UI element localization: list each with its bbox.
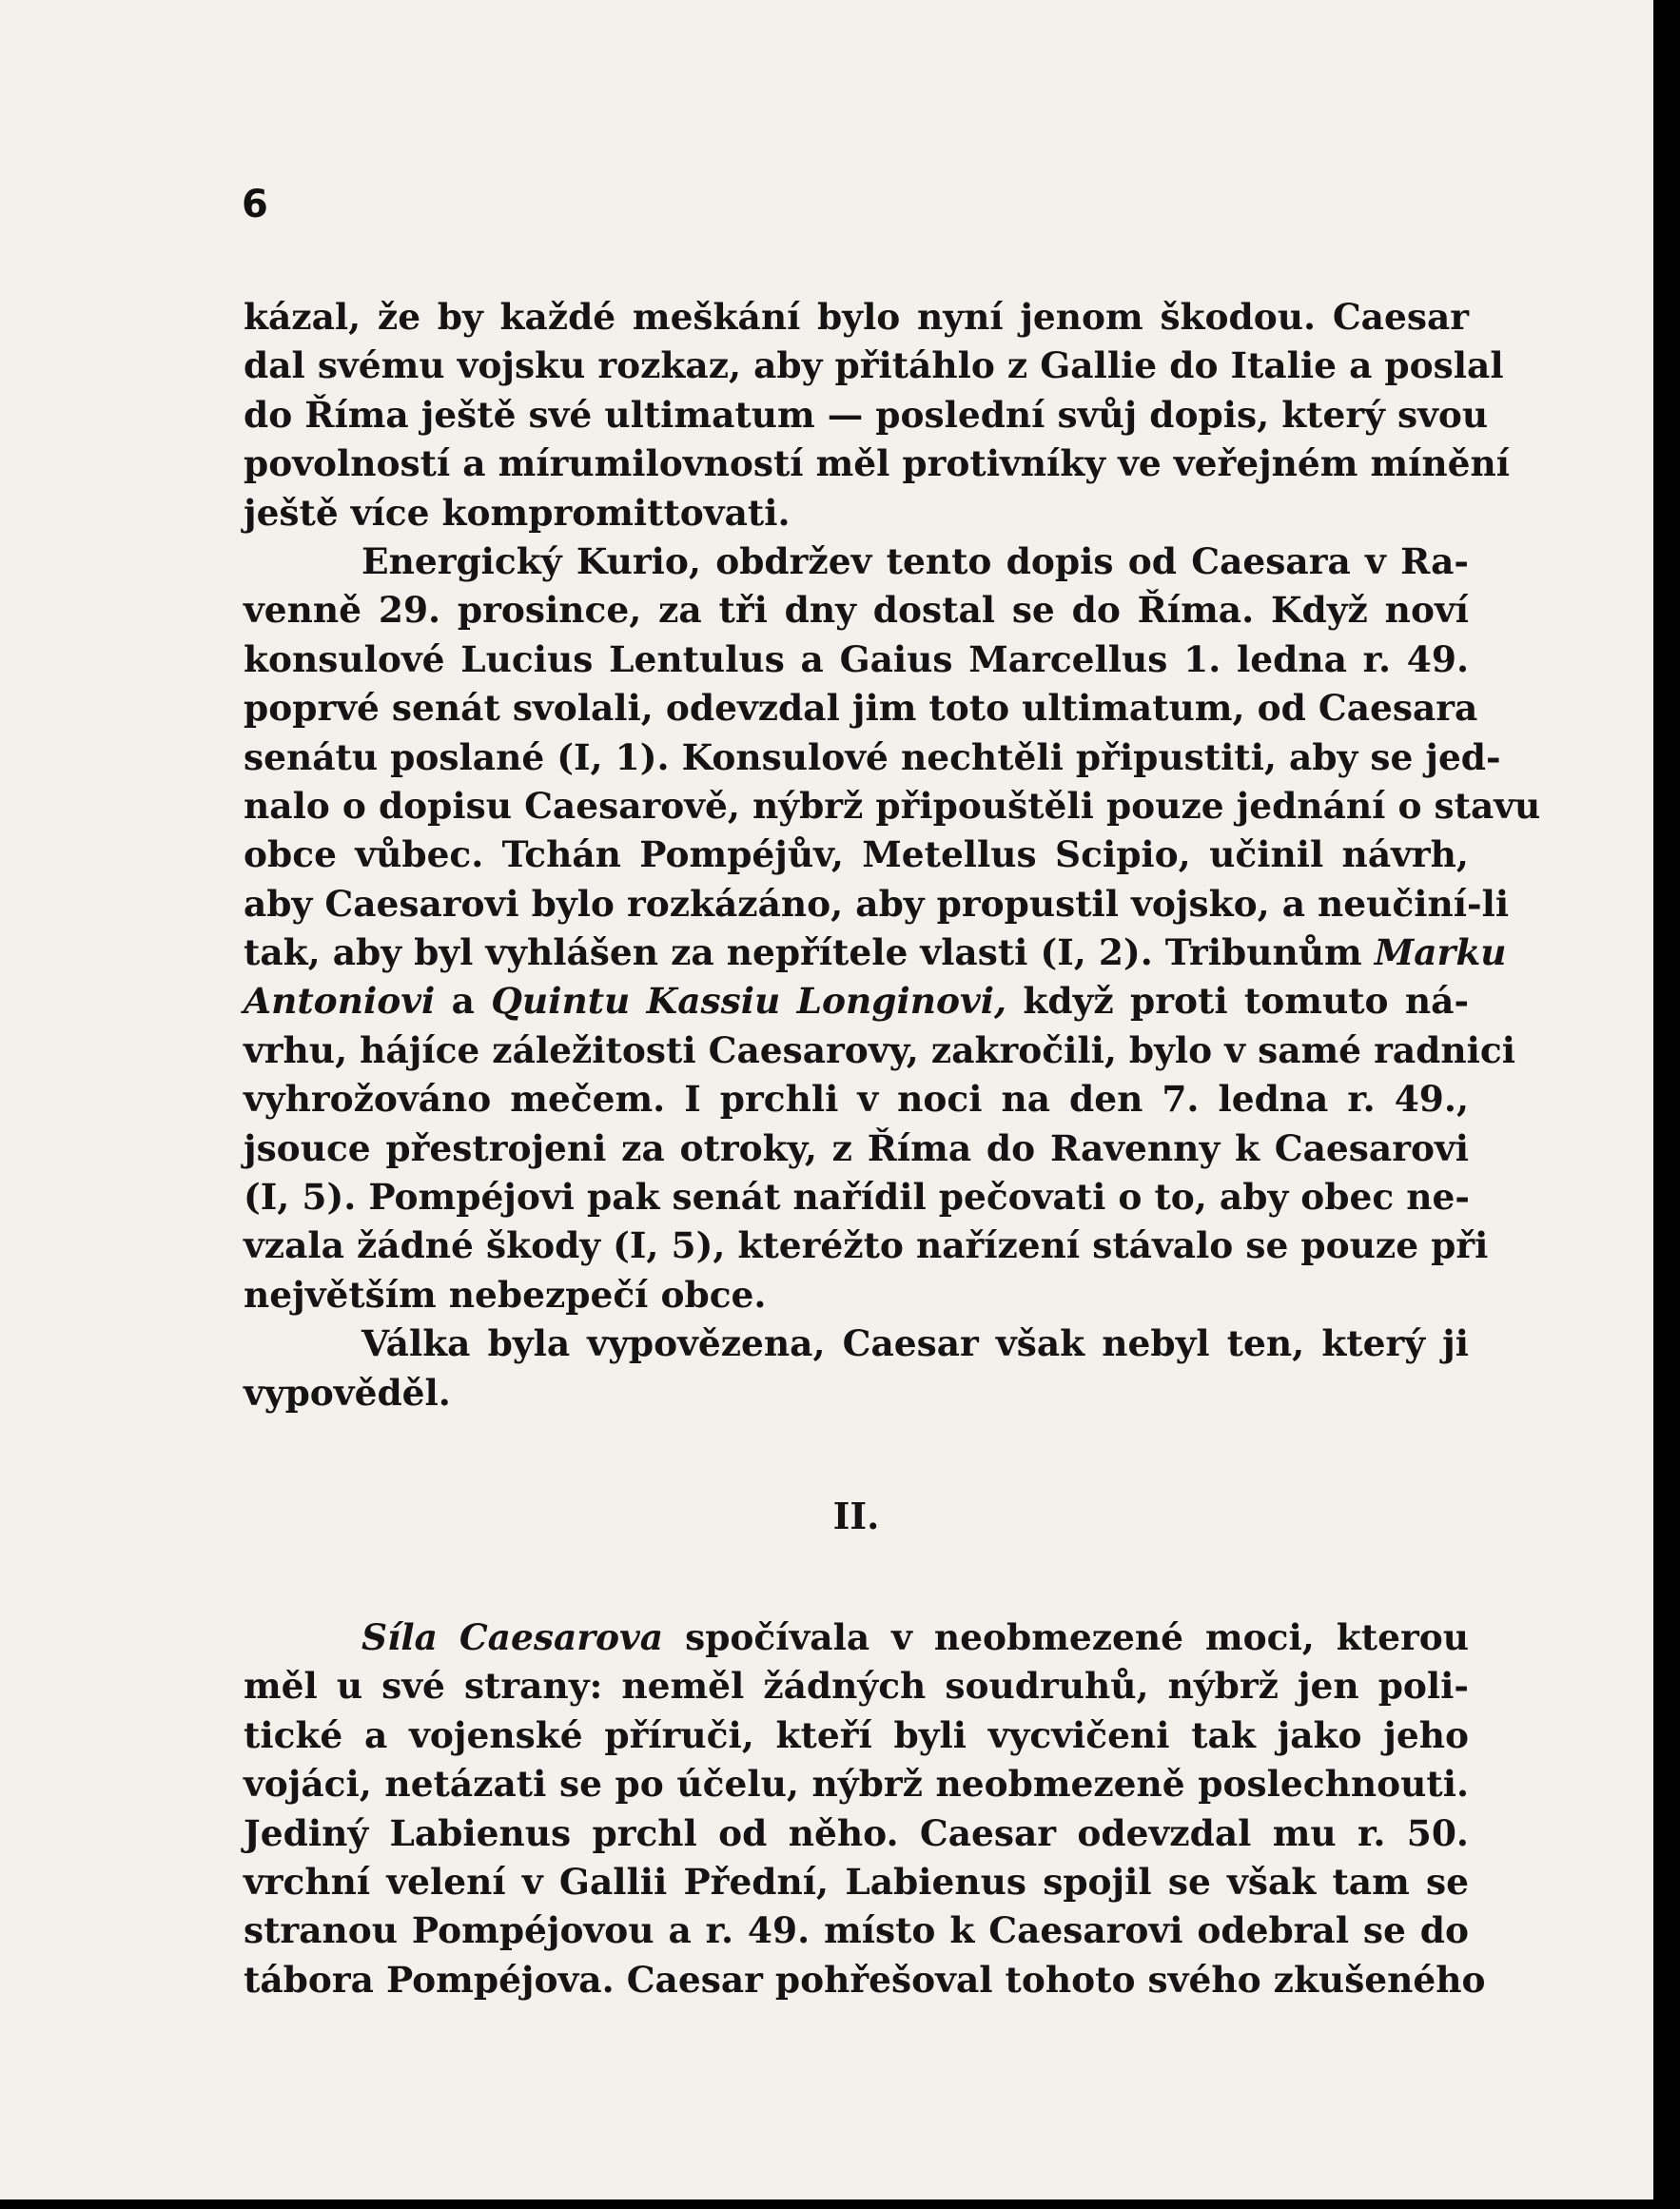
text-line: poprvé senát svolali, odevzdal jim toto ultimatum, od Caesara xyxy=(244,687,1478,730)
italic-lead: Síla Caesarova xyxy=(361,1615,664,1658)
body-text xyxy=(244,293,1541,2004)
text-line: tábora Pompéjova. Caesar pohřešoval tohoto svého zkušeného xyxy=(244,1958,1486,2001)
text-line xyxy=(244,1613,1469,1662)
text-line: Energický Kurio, obdržev tento dopis od Caesara v Ra- xyxy=(361,539,1469,582)
scan-edge-bottom xyxy=(0,2199,1680,2209)
text-line: senátu poslané (I, 1). Konsulové nechtěli připustiti, aby se jed- xyxy=(244,735,1501,778)
text-line: ještě více kompromittovati. xyxy=(244,491,791,534)
italic-name: Antoniovi xyxy=(244,980,436,1023)
text-line xyxy=(244,929,1507,977)
text-line: vypověděl. xyxy=(244,1371,451,1414)
text-line: jsouce přestrojeni za otroky, z Říma do Ravenny k Caesarovi xyxy=(244,1126,1469,1169)
text-line: vzala žádné škody (I, 5), kteréžto nařízení stávalo se pouze při xyxy=(244,1224,1489,1267)
text-line: největším nebezpečí obce. xyxy=(244,1273,767,1316)
text-line: konsulové Lucius Lentulus a Gaius Marcellus 1. ledna r. 49. xyxy=(244,637,1469,680)
text-line: vrchní velení v Gallii Přední, Labienus spojil se však tam se xyxy=(244,1860,1469,1903)
text-line: stranou Pompéjovou a r. 49. místo k Caesarovi odebral se do xyxy=(244,1909,1469,1952)
text-line: obce vůbec. Tchán Pompéjův, Metellus Scipio, učinil návrh, xyxy=(244,833,1469,876)
section-heading: II. xyxy=(832,1494,880,1537)
text-line: vrhu, hájíce záležitosti Caesarovy, zakročili, bylo v samé radnici xyxy=(244,1028,1515,1071)
text-line: do Říma ještě své ultimatum — poslední svůj dopis, který svou xyxy=(244,393,1489,436)
text-segment: když proti tomuto ná- xyxy=(1023,980,1470,1023)
text-line: Jediný Labienus prchl od něho. Caesar odevzdal mu r. 50. xyxy=(244,1811,1469,1854)
text-line: měl u své strany: neměl žádných soudruhů, nýbrž jen poli- xyxy=(244,1665,1469,1708)
text-line: vojáci, netázati se po účelu, nýbrž neobmezeně poslechnouti. xyxy=(244,1763,1469,1806)
text-line: povolností a mírumilovností měl protivníky ve veřejném mínění xyxy=(244,442,1511,485)
text-line: aby Caesarovi bylo rozkázáno, aby propustil vojsko, a neučiní-li xyxy=(244,882,1510,925)
text-segment: tak, aby byl vyhlášen za nepřítele vlasti (I, 2). Tribunům xyxy=(244,931,1362,974)
page-number: 6 xyxy=(242,183,268,226)
italic-name: Marku xyxy=(1374,931,1507,974)
text-line: kázal, že by každé meškání bylo nyní jenom škodou. Caesar xyxy=(244,296,1469,338)
text-line: (I, 5). Pompéjovi pak senát nařídil pečovati o to, aby obec ne- xyxy=(244,1176,1470,1219)
scan-edge-right xyxy=(1653,0,1680,2209)
text-line: Válka byla vypovězena, Caesar však nebyl ten, který ji xyxy=(361,1322,1469,1365)
text-segment: spočívala v neobmezené moci, kterou xyxy=(685,1615,1469,1658)
text-line xyxy=(244,977,1469,1026)
text-line: nalo o dopisu Caesarově, nýbrž připouštěli pouze jednání o stavu xyxy=(244,784,1541,827)
text-segment: a xyxy=(451,980,475,1023)
text-line: tické a vojenské příruči, kteří byli vycvičeni tak jako jeho xyxy=(244,1713,1469,1756)
text-line: dal svému vojsku rozkaz, aby přitáhlo z Gallie do Italie a poslal xyxy=(244,344,1504,387)
text-line: vyhrožováno mečem. I prchli v noci na den 7. ledna r. 49., xyxy=(244,1078,1469,1121)
text-line: venně 29. prosince, za tři dny dostal se do Říma. Když noví xyxy=(244,589,1469,632)
italic-name: Quintu Kassiu Longinovi, xyxy=(491,980,1007,1023)
